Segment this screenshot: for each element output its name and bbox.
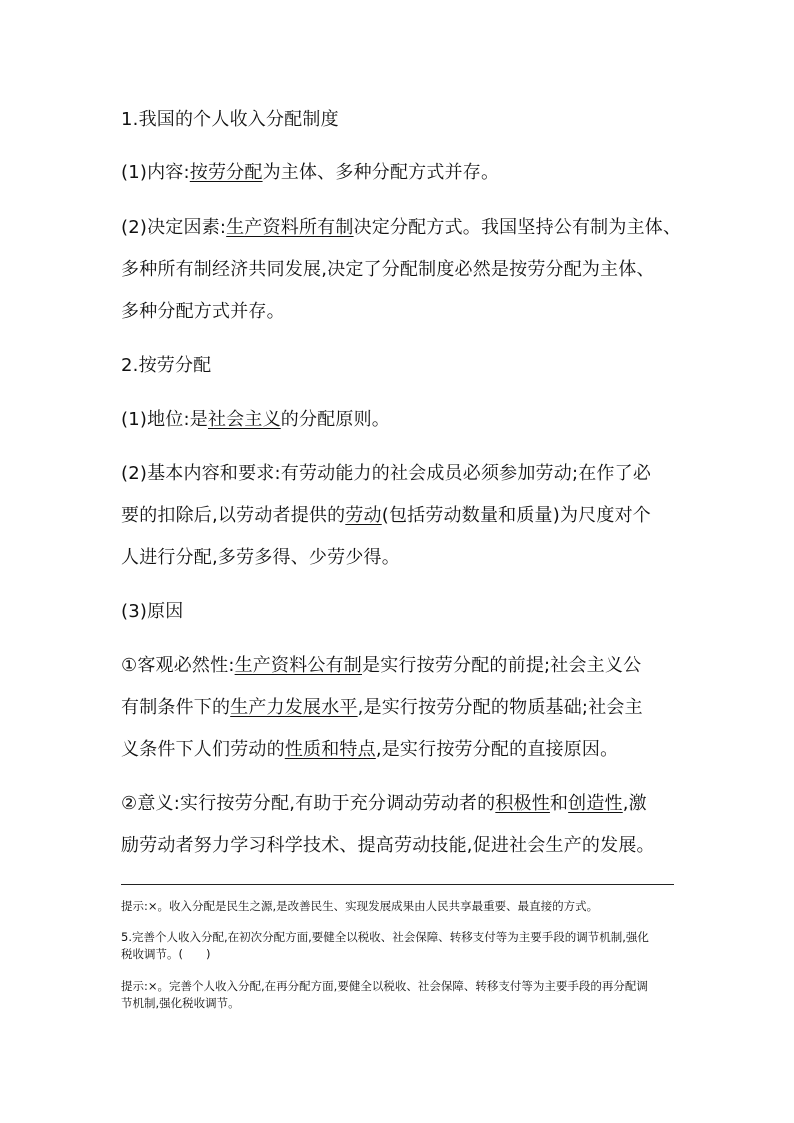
text: ②意义:实行按劳分配,有助于充分调动劳动者的 — [121, 793, 496, 814]
text: 的分配原则。 — [280, 409, 390, 430]
underlined-keyword: 积极性 — [495, 793, 550, 814]
underlined-keyword: 劳动 — [345, 505, 382, 526]
paragraph-reasons-title: (3)原因 — [121, 601, 184, 622]
paragraph-factors-line-3: 多种分配方式并存。 — [121, 301, 285, 322]
text: (2)决定因素: — [121, 217, 227, 238]
hint-1-text: 提示:×。收入分配是民生之源,是改善民生、实现发展成果由人民共享最重要、最直接的方式。 — [121, 899, 599, 913]
text: 是实行按劳分配的前提;社会主义公 — [362, 655, 642, 676]
text: ,激 — [622, 793, 647, 814]
text: 义条件下人们劳动的 — [121, 739, 285, 760]
text: 决定分配方式。我国坚持公有制为主体、 — [353, 217, 682, 238]
underlined-keyword: 按劳分配 — [189, 162, 263, 183]
paragraph-factors-line-2: 多种所有制经济共同发展,决定了分配制度必然是按劳分配为主体、 — [121, 259, 655, 280]
paragraph-content — [121, 161, 499, 185]
paragraph-status — [121, 408, 390, 432]
underlined-keyword: 性质和特点 — [284, 739, 376, 760]
question-5-line-2: 税收调节。( ) — [121, 947, 211, 961]
text: ①客观必然性: — [121, 655, 235, 676]
question-5 — [121, 929, 681, 963]
question-5-line-1: 5.完善个人收入分配,在初次分配方面,要健全以税收、社会保障、转移支付等为主要手段的调节机制,强化 — [121, 930, 649, 944]
underlined-keyword: 生产力发展水平 — [230, 697, 358, 718]
section-1-title: 1.我国的个人收入分配制度 — [121, 109, 339, 130]
hint-2-line-2: 节机制,强化税收调节。 — [121, 996, 240, 1010]
paragraph-requirements-line-1: (2)基本内容和要求:有劳动能力的社会成员必须参加劳动;在作了必 — [121, 463, 652, 484]
paragraph-requirements-line-2 — [121, 504, 651, 528]
underlined-keyword: 生产资料公有制 — [234, 655, 363, 676]
text: 要的扣除后,以劳动者提供的 — [121, 505, 346, 526]
text: 有制条件下的 — [121, 697, 231, 718]
text: ,是实行按劳分配的直接原因。 — [375, 739, 619, 760]
hint-1 — [121, 898, 681, 915]
paragraph-factors-line-1 — [121, 216, 681, 240]
reason-2-line-2: 励劳动者努力学习科学技术、提高劳动技能,促进社会生产的发展。 — [121, 835, 655, 856]
text: (1)内容: — [121, 162, 190, 183]
text: 为主体、多种分配方式并存。 — [262, 162, 500, 183]
text: (1)地位:是 — [121, 409, 208, 430]
text: (包括劳动数量和质量)为尺度对个 — [381, 505, 651, 526]
reason-2-line-1 — [121, 792, 647, 816]
hint-2-line-1: 提示:×。完善个人收入分配,在再分配方面,要健全以税收、社会保障、转移支付等为主要手段的再分配调 — [121, 979, 648, 993]
underlined-keyword: 生产资料所有制 — [226, 217, 354, 238]
paragraph-requirements-line-3: 人进行分配,多劳多得、少劳少得。 — [121, 547, 400, 568]
reason-1-line-2 — [121, 696, 643, 720]
hint-2 — [121, 978, 681, 1012]
separator-line — [121, 884, 674, 885]
text: 和 — [549, 793, 569, 814]
underlined-keyword: 社会主义 — [207, 409, 281, 430]
section-2-title: 2.按劳分配 — [121, 355, 212, 376]
underlined-keyword: 创造性 — [568, 793, 623, 814]
text: ,是实行按劳分配的物质基础;社会主 — [357, 697, 643, 718]
reason-1-line-3 — [121, 738, 618, 762]
reason-1-line-1 — [121, 654, 641, 678]
